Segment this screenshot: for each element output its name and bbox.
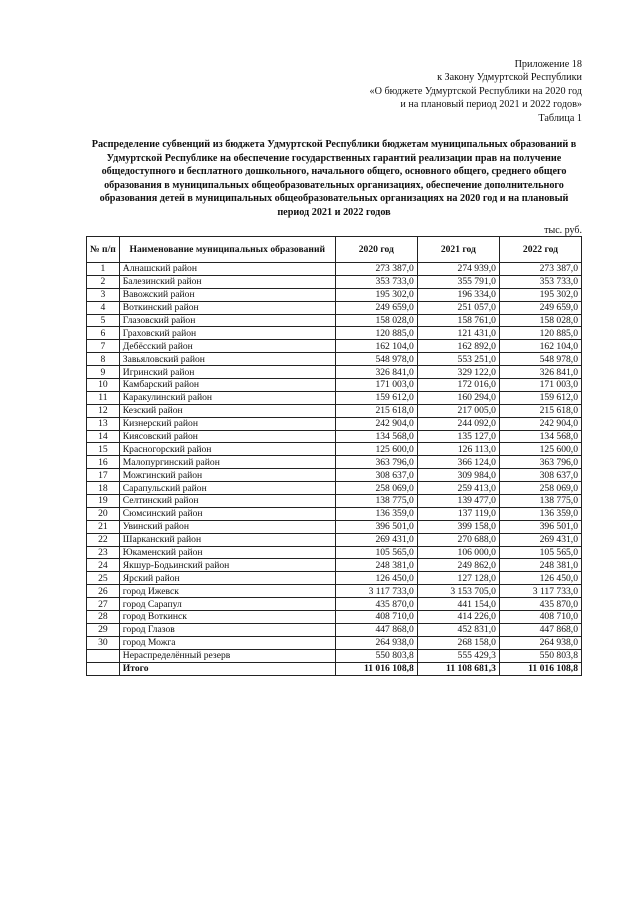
total-row <box>87 662 582 675</box>
municipality-name: Якшур-Бодьинский район <box>119 559 335 572</box>
row-number: 3 <box>87 288 120 301</box>
value-2022: 249 659,0 <box>499 301 581 314</box>
row-number: 26 <box>87 585 120 598</box>
total-2022: 11 016 108,8 <box>499 662 581 675</box>
row-number: 20 <box>87 507 120 520</box>
value-2022: 138 775,0 <box>499 495 581 508</box>
table-row <box>87 636 582 649</box>
table-row <box>87 353 582 366</box>
value-2020: 550 803,8 <box>335 649 417 662</box>
value-2020: 215 618,0 <box>335 404 417 417</box>
value-2022: 162 104,0 <box>499 340 581 353</box>
municipality-name: Балезинский район <box>119 275 335 288</box>
municipality-name: Юкаменский район <box>119 546 335 559</box>
value-2022: 264 938,0 <box>499 636 581 649</box>
value-2020: 120 885,0 <box>335 327 417 340</box>
row-number: 22 <box>87 533 120 546</box>
row-number: 1 <box>87 263 120 276</box>
table-row <box>87 469 582 482</box>
value-2022: 269 431,0 <box>499 533 581 546</box>
municipality-name: город Можга <box>119 636 335 649</box>
municipality-name: Дебёсский район <box>119 340 335 353</box>
municipality-name: Сарапульский район <box>119 482 335 495</box>
table-row <box>87 598 582 611</box>
municipality-name: Можгинский район <box>119 469 335 482</box>
value-2021: 172 016,0 <box>417 379 499 392</box>
value-2021: 553 251,0 <box>417 353 499 366</box>
value-2021: 249 862,0 <box>417 559 499 572</box>
row-number: 5 <box>87 314 120 327</box>
municipality-name: Красногорский район <box>119 443 335 456</box>
table-row <box>87 507 582 520</box>
value-2021: 355 791,0 <box>417 275 499 288</box>
value-2022: 215 618,0 <box>499 404 581 417</box>
total-2021: 11 108 681,3 <box>417 662 499 675</box>
table-row <box>87 572 582 585</box>
value-2021: 414 226,0 <box>417 611 499 624</box>
table-body <box>87 263 582 663</box>
table-row <box>87 404 582 417</box>
table-row <box>87 533 582 546</box>
table-row <box>87 520 582 533</box>
table-row <box>87 649 582 662</box>
table-row <box>87 585 582 598</box>
value-2022: 158 028,0 <box>499 314 581 327</box>
value-2022: 105 565,0 <box>499 546 581 559</box>
municipality-name: Игринский район <box>119 366 335 379</box>
table-row <box>87 263 582 276</box>
column-header-name: Наименование муниципальных образований <box>119 237 335 263</box>
value-2020: 326 841,0 <box>335 366 417 379</box>
value-2022: 171 003,0 <box>499 379 581 392</box>
value-2021: 329 122,0 <box>417 366 499 379</box>
value-2021: 135 127,0 <box>417 430 499 443</box>
law-period: и на плановый период 2021 и 2022 годов» <box>400 99 582 111</box>
value-2020: 126 450,0 <box>335 572 417 585</box>
value-2020: 158 028,0 <box>335 314 417 327</box>
value-2021: 309 984,0 <box>417 469 499 482</box>
value-2020: 134 568,0 <box>335 430 417 443</box>
table-row <box>87 546 582 559</box>
value-2022: 308 637,0 <box>499 469 581 482</box>
table-row <box>87 288 582 301</box>
value-2021: 162 892,0 <box>417 340 499 353</box>
total-num-cell <box>87 662 120 675</box>
value-2022: 435 870,0 <box>499 598 581 611</box>
value-2020: 273 387,0 <box>335 263 417 276</box>
table-row <box>87 327 582 340</box>
document-header <box>370 58 583 125</box>
value-2020: 396 501,0 <box>335 520 417 533</box>
row-number: 23 <box>87 546 120 559</box>
value-2020: 264 938,0 <box>335 636 417 649</box>
row-number: 29 <box>87 623 120 636</box>
table-row <box>87 430 582 443</box>
row-number: 15 <box>87 443 120 456</box>
value-2020: 105 565,0 <box>335 546 417 559</box>
column-header-2020: 2020 год <box>335 237 417 263</box>
value-2020: 3 117 733,0 <box>335 585 417 598</box>
row-number: 30 <box>87 636 120 649</box>
municipality-name: город Сарапул <box>119 598 335 611</box>
value-2022: 258 069,0 <box>499 482 581 495</box>
value-2022: 134 568,0 <box>499 430 581 443</box>
municipality-name: Завьяловский район <box>119 353 335 366</box>
value-2020: 447 868,0 <box>335 623 417 636</box>
value-2020: 248 381,0 <box>335 559 417 572</box>
value-2021: 270 688,0 <box>417 533 499 546</box>
table-row <box>87 611 582 624</box>
row-number: 27 <box>87 598 120 611</box>
value-2022: 550 803,8 <box>499 649 581 662</box>
value-2022: 326 841,0 <box>499 366 581 379</box>
value-2020: 125 600,0 <box>335 443 417 456</box>
value-2022: 447 868,0 <box>499 623 581 636</box>
value-2020: 162 104,0 <box>335 340 417 353</box>
municipality-name: Алнашский район <box>119 263 335 276</box>
value-2021: 196 334,0 <box>417 288 499 301</box>
document-title: Распределение субвенций из бюджета Удмуртской Республики бюджетам муниципальных образований в Удмуртской Республике на обеспечение государственных гарантий реализации прав на получение общедоступного и бесплатного дошкольного, начального общего, основного общего, среднего общего образования в муниципальных общеобразовательных организациях, обеспечение дополнительного образования детей в муниципальных общеобразовательных организациях на 2020 год и на плановый период 2021 и 2022 годов <box>91 139 577 218</box>
row-number: 4 <box>87 301 120 314</box>
value-2022: 396 501,0 <box>499 520 581 533</box>
table-row <box>87 391 582 404</box>
value-2022: 363 796,0 <box>499 456 581 469</box>
table-row <box>87 443 582 456</box>
value-2021: 555 429,3 <box>417 649 499 662</box>
row-number: 6 <box>87 327 120 340</box>
value-2021: 158 761,0 <box>417 314 499 327</box>
value-2022: 126 450,0 <box>499 572 581 585</box>
row-number: 24 <box>87 559 120 572</box>
table-row <box>87 482 582 495</box>
value-2020: 408 710,0 <box>335 611 417 624</box>
municipality-name: Граховский район <box>119 327 335 340</box>
value-2020: 249 659,0 <box>335 301 417 314</box>
value-2021: 259 413,0 <box>417 482 499 495</box>
value-2021: 121 431,0 <box>417 327 499 340</box>
row-number: 10 <box>87 379 120 392</box>
value-2020: 242 904,0 <box>335 417 417 430</box>
row-number: 12 <box>87 404 120 417</box>
value-2020: 258 069,0 <box>335 482 417 495</box>
value-2020: 159 612,0 <box>335 391 417 404</box>
municipality-name: Воткинский район <box>119 301 335 314</box>
row-number: 25 <box>87 572 120 585</box>
value-2022: 548 978,0 <box>499 353 581 366</box>
value-2021: 160 294,0 <box>417 391 499 404</box>
value-2021: 452 831,0 <box>417 623 499 636</box>
row-number: 21 <box>87 520 120 533</box>
value-2022: 136 359,0 <box>499 507 581 520</box>
value-2022: 195 302,0 <box>499 288 581 301</box>
municipality-name: Селтинский район <box>119 495 335 508</box>
column-header-2021: 2021 год <box>417 237 499 263</box>
municipality-name: Шарканский район <box>119 533 335 546</box>
row-number: 8 <box>87 353 120 366</box>
row-number: 11 <box>87 391 120 404</box>
value-2022: 248 381,0 <box>499 559 581 572</box>
table-row <box>87 301 582 314</box>
municipality-name: город Воткинск <box>119 611 335 624</box>
value-2020: 308 637,0 <box>335 469 417 482</box>
value-2021: 217 005,0 <box>417 404 499 417</box>
value-2021: 268 158,0 <box>417 636 499 649</box>
value-2021: 137 119,0 <box>417 507 499 520</box>
table-header-row <box>87 237 582 263</box>
value-2020: 269 431,0 <box>335 533 417 546</box>
row-number: 16 <box>87 456 120 469</box>
municipality-name: Вавожский район <box>119 288 335 301</box>
value-2020: 136 359,0 <box>335 507 417 520</box>
value-2021: 244 092,0 <box>417 417 499 430</box>
table-row <box>87 456 582 469</box>
value-2022: 159 612,0 <box>499 391 581 404</box>
table-row <box>87 559 582 572</box>
total-2020: 11 016 108,8 <box>335 662 417 675</box>
table-row <box>87 275 582 288</box>
row-number: 7 <box>87 340 120 353</box>
subvention-table <box>86 236 582 676</box>
table-row <box>87 495 582 508</box>
value-2021: 106 000,0 <box>417 546 499 559</box>
value-2022: 120 885,0 <box>499 327 581 340</box>
value-2022: 242 904,0 <box>499 417 581 430</box>
value-2022: 408 710,0 <box>499 611 581 624</box>
value-2021: 139 477,0 <box>417 495 499 508</box>
municipality-name: город Глазов <box>119 623 335 636</box>
municipality-name: город Ижевск <box>119 585 335 598</box>
value-2021: 127 128,0 <box>417 572 499 585</box>
municipality-name: Ярский район <box>119 572 335 585</box>
table-row <box>87 366 582 379</box>
table-row <box>87 314 582 327</box>
law-title: «О бюджете Удмуртской Республики на 2020 год <box>369 85 582 97</box>
row-number: 9 <box>87 366 120 379</box>
municipality-name: Увинский район <box>119 520 335 533</box>
value-2020: 195 302,0 <box>335 288 417 301</box>
value-2021: 366 124,0 <box>417 456 499 469</box>
row-number <box>87 649 120 662</box>
appendix-label: Приложение 18 <box>514 59 582 70</box>
value-2020: 138 775,0 <box>335 495 417 508</box>
row-number: 14 <box>87 430 120 443</box>
value-2020: 435 870,0 <box>335 598 417 611</box>
table-row <box>87 623 582 636</box>
municipality-name: Кезский район <box>119 404 335 417</box>
value-2020: 548 978,0 <box>335 353 417 366</box>
row-number: 2 <box>87 275 120 288</box>
column-header-2022: 2022 год <box>499 237 581 263</box>
municipality-name: Малопургинский район <box>119 456 335 469</box>
law-reference: к Закону Удмуртской Республики <box>437 72 582 84</box>
table-row <box>87 379 582 392</box>
row-number: 28 <box>87 611 120 624</box>
municipality-name: Глазовский район <box>119 314 335 327</box>
value-2021: 126 113,0 <box>417 443 499 456</box>
units-label: тыс. руб. <box>544 225 582 236</box>
value-2021: 274 939,0 <box>417 263 499 276</box>
value-2022: 353 733,0 <box>499 275 581 288</box>
value-2021: 441 154,0 <box>417 598 499 611</box>
municipality-name: Нераспределённый резерв <box>119 649 335 662</box>
value-2021: 251 057,0 <box>417 301 499 314</box>
municipality-name: Киясовский район <box>119 430 335 443</box>
value-2021: 3 153 705,0 <box>417 585 499 598</box>
value-2020: 353 733,0 <box>335 275 417 288</box>
municipality-name: Каракулинский район <box>119 391 335 404</box>
value-2020: 363 796,0 <box>335 456 417 469</box>
row-number: 19 <box>87 495 120 508</box>
value-2022: 3 117 733,0 <box>499 585 581 598</box>
value-2021: 399 158,0 <box>417 520 499 533</box>
table-label: Таблица 1 <box>538 112 582 124</box>
row-number: 13 <box>87 417 120 430</box>
value-2022: 273 387,0 <box>499 263 581 276</box>
table-row <box>87 340 582 353</box>
table-row <box>87 417 582 430</box>
value-2022: 125 600,0 <box>499 443 581 456</box>
municipality-name: Кизнерский район <box>119 417 335 430</box>
row-number: 18 <box>87 482 120 495</box>
row-number: 17 <box>87 469 120 482</box>
municipality-name: Камбарский район <box>119 379 335 392</box>
column-header-num: № п/п <box>87 237 120 263</box>
value-2020: 171 003,0 <box>335 379 417 392</box>
municipality-name: Сюмсинский район <box>119 507 335 520</box>
total-label: Итого <box>119 662 335 675</box>
